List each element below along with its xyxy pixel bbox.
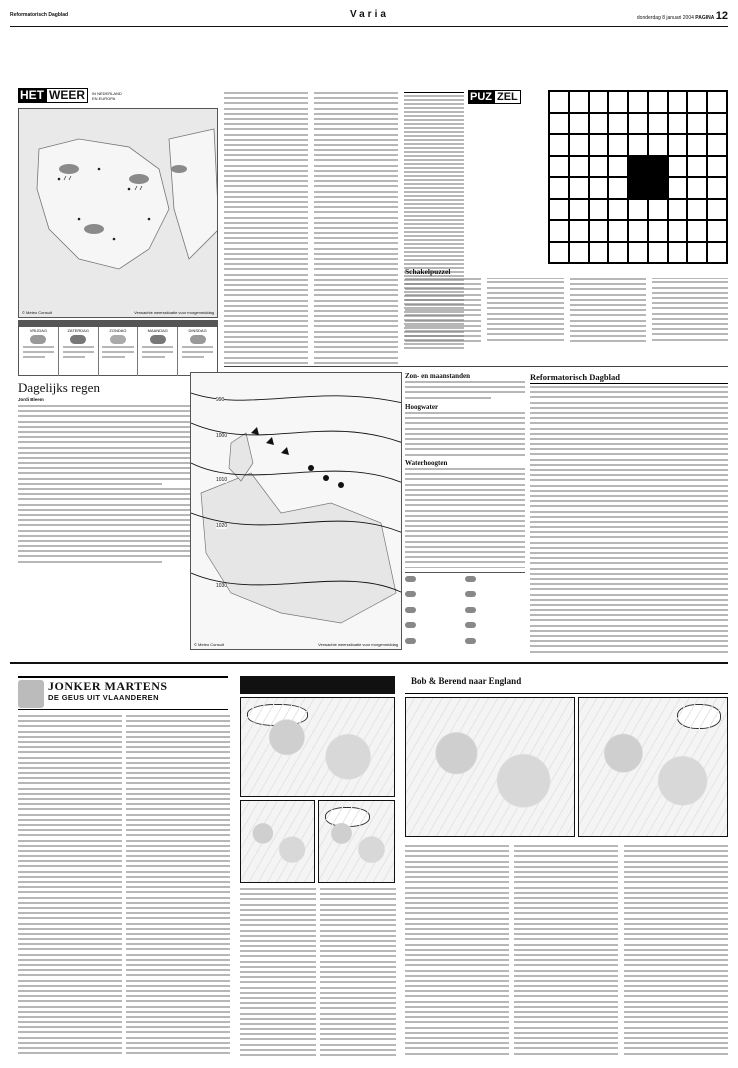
crossword-cell[interactable]: [668, 177, 688, 199]
weather-table-row: [404, 195, 464, 197]
isobar-label: 1020: [216, 523, 228, 529]
crossword-cell[interactable]: [608, 113, 628, 135]
rain-cloud-icon: [70, 335, 86, 344]
pressure-map: [190, 372, 402, 650]
nacht-panel-1: [240, 697, 395, 797]
weather-table-row: [404, 235, 464, 237]
sleet-icon: [405, 638, 416, 644]
crossword-cell[interactable]: [707, 156, 727, 178]
bob-body-col-1: [405, 845, 509, 1055]
weather-logo: [18, 87, 170, 104]
weather-table-row: [404, 123, 464, 125]
weather-legend: [405, 572, 525, 652]
crossword-cell[interactable]: [707, 220, 727, 242]
crossword-cell[interactable]: [569, 156, 589, 178]
tides-body: [405, 412, 525, 456]
weather-table-row: [404, 231, 464, 233]
colophon: [530, 372, 728, 654]
weather-table-row: [404, 179, 464, 181]
weather-table-row: [404, 239, 464, 241]
forecast-day-label: MAANDAG: [147, 328, 168, 333]
forecast-day: [99, 327, 139, 376]
legend-item: [405, 575, 465, 583]
forecast-day: [178, 327, 217, 376]
land-mass-east: [169, 129, 218, 259]
bob-panel-1: [405, 697, 575, 837]
crossword-cell[interactable]: [569, 91, 589, 113]
forecast-day: [138, 327, 178, 376]
crossword-grid[interactable]: [548, 90, 728, 264]
crossword-cell[interactable]: [589, 242, 609, 264]
weather-table-row: [404, 103, 464, 105]
crossword-cell[interactable]: [608, 91, 628, 113]
crossword-cell[interactable]: [648, 199, 668, 221]
crossword-cell[interactable]: [687, 113, 707, 135]
crossword-cell[interactable]: [687, 134, 707, 156]
wind-icon: [465, 607, 476, 613]
crossword-cell: [648, 156, 668, 178]
crossword-cell[interactable]: [549, 220, 569, 242]
legend-item: [405, 606, 465, 614]
weather-headline: Dagelijks regen: [18, 380, 100, 395]
weather-table-row: [404, 139, 464, 141]
cold-front: [251, 427, 289, 455]
bob-body-col-2: [514, 845, 618, 1055]
crossword-cell[interactable]: [707, 177, 727, 199]
crossword-cell: [628, 177, 648, 199]
tides-title: Hoogwater: [405, 403, 439, 411]
puzzle-logo-puz: PUZ: [470, 91, 492, 103]
weather-table-row: [404, 119, 464, 121]
legend-item: [465, 590, 525, 598]
weather-table-row: [404, 163, 464, 165]
nacht-panel-3: [318, 800, 395, 883]
crossword-cell[interactable]: [589, 134, 609, 156]
legend-item: [465, 606, 525, 614]
crossword-cell[interactable]: [589, 156, 609, 178]
crossword-cell[interactable]: [687, 220, 707, 242]
legend-item: [405, 621, 465, 629]
pressure-map-svg: [191, 373, 402, 650]
crossword-cell[interactable]: [687, 242, 707, 264]
masthead-date: donderdag 8 januari 2004 PAGINA 12: [636, 10, 728, 22]
crossword-cell[interactable]: [549, 113, 569, 135]
forecast-strip: [18, 320, 218, 376]
weather-table-row: [404, 251, 464, 253]
weather-table-row: [404, 243, 464, 245]
weather-table-row: [404, 219, 464, 221]
crossword-cell[interactable]: [589, 113, 609, 135]
weather-table-row: [404, 131, 464, 133]
warm-front: [308, 465, 344, 488]
legend-item: [465, 575, 525, 583]
crossword-cell[interactable]: [549, 199, 569, 221]
weather-table-row: [404, 343, 464, 345]
crossword-cell[interactable]: [687, 91, 707, 113]
crossword-cell[interactable]: [707, 113, 727, 135]
crossword-cell[interactable]: [628, 113, 648, 135]
jonker-portrait: [18, 680, 44, 708]
sun-icon: [405, 576, 416, 582]
colophon-title: Reformatorisch Dagblad: [530, 372, 728, 384]
masthead: [10, 10, 728, 24]
forecast-day-label: ZONDAG: [109, 328, 127, 333]
weather-table-row: [404, 159, 464, 161]
land-mass: [37, 139, 169, 269]
crossword-cell[interactable]: [668, 134, 688, 156]
weather-table-row: [404, 143, 464, 145]
pressure-map-credit: © Meteo Consult: [194, 642, 224, 647]
bob-header: [405, 676, 728, 694]
weather-table-row: [404, 155, 464, 157]
bob-panel-2: [578, 697, 728, 837]
crossword-cell[interactable]: [549, 177, 569, 199]
crossword-cell[interactable]: [687, 199, 707, 221]
weather-table-row: [404, 223, 464, 225]
crossword-cell[interactable]: [707, 91, 727, 113]
weather-table-row: [404, 151, 464, 153]
crossword-cell[interactable]: [668, 156, 688, 178]
isobar-label: 1000: [216, 433, 228, 439]
weather-table-row: [404, 207, 464, 209]
crossword-cell[interactable]: [648, 91, 668, 113]
nacht-header: [240, 676, 395, 694]
section-rule: [10, 662, 728, 664]
crossword-cell[interactable]: [589, 199, 609, 221]
crossword-cell[interactable]: [569, 242, 589, 264]
weather-map-caption: Verwachte weerssituatie voor morgenmiddag: [134, 310, 214, 315]
weather-table-row: [404, 255, 464, 257]
crossword-cell[interactable]: [668, 220, 688, 242]
masthead-section: Varia: [350, 9, 389, 20]
rivers-body: [405, 468, 525, 568]
puzzle-rule: [224, 366, 728, 367]
cloud-icon: [405, 607, 416, 613]
crossword-cell[interactable]: [707, 199, 727, 221]
jonker-body-col-1: [18, 715, 122, 1055]
crossword-cell[interactable]: [549, 156, 569, 178]
crossword-cell[interactable]: [707, 242, 727, 264]
puzzle-clues: [405, 278, 728, 342]
weather-table-row: [404, 99, 464, 101]
weather-table-row: [404, 191, 464, 193]
weather-map-svg: [19, 109, 218, 318]
cloud-icon: [30, 335, 46, 344]
jonker-subtitle: DE GEUS UIT VLAANDEREN: [48, 693, 159, 702]
weather-table-row: [404, 167, 464, 169]
crossword-cell: [628, 156, 648, 178]
nacht-body-col-2: [320, 888, 396, 1056]
crossword-cell[interactable]: [589, 91, 609, 113]
europe-outline: [201, 473, 396, 623]
crossword-cell[interactable]: [569, 134, 589, 156]
crossword-cell[interactable]: [608, 220, 628, 242]
weather-logo-subtitle: IN NEDERLAND EN EUROPA: [92, 90, 122, 101]
shower-icon: [465, 638, 476, 644]
crossword-cell[interactable]: [549, 91, 569, 113]
weather-table-row: [404, 171, 464, 173]
sun-cloud-icon: [110, 335, 126, 344]
crossword-cell[interactable]: [648, 134, 668, 156]
crossword-cell[interactable]: [687, 177, 707, 199]
crossword-cell[interactable]: [668, 199, 688, 221]
forecast-day: [19, 327, 59, 376]
weather-table-row: [404, 147, 464, 149]
crossword-cell[interactable]: [687, 156, 707, 178]
nacht-panel-2: [240, 800, 315, 883]
crossword-cell[interactable]: [569, 199, 589, 221]
weather-table-row: [404, 247, 464, 249]
weather-logo-weer: WEER: [46, 88, 88, 103]
forecast-days: [19, 327, 217, 376]
crossword-cell[interactable]: [569, 113, 589, 135]
crossword-cell[interactable]: [668, 242, 688, 264]
forecast-day-label: DINSDAG: [188, 328, 207, 333]
weather-map: [18, 108, 218, 318]
cloud-icon: [190, 335, 206, 344]
weather-table-row: [404, 175, 464, 177]
jonker-header: [18, 676, 228, 710]
crossword-cell[interactable]: [549, 242, 569, 264]
weather-logo-het: HET: [20, 88, 44, 102]
crossword-cell[interactable]: [628, 91, 648, 113]
legend-item: [405, 590, 465, 598]
sun-moon-body: [405, 381, 525, 401]
crossword-cell[interactable]: [549, 134, 569, 156]
crossword-cell[interactable]: [589, 177, 609, 199]
crossword-cell[interactable]: [608, 177, 628, 199]
weather-table-row: [404, 111, 464, 113]
forecast-day-label: ZATERDAG: [67, 328, 89, 333]
crossword-cell[interactable]: [628, 199, 648, 221]
forecast-day-label: VRIJDAG: [29, 328, 48, 333]
nacht-body-col-1: [240, 888, 316, 1056]
legend-item: [465, 637, 525, 645]
weather-byline: Jordi Bleem: [18, 397, 44, 402]
weather-table-row: [404, 215, 464, 217]
crossword-cell[interactable]: [668, 113, 688, 135]
hail-icon: [465, 622, 476, 628]
weather-table-row: [404, 199, 464, 201]
legend-item: [405, 637, 465, 645]
weather-table-row: [404, 203, 464, 205]
crossword-cell[interactable]: [628, 220, 648, 242]
masthead-paper-name: Reformatorisch Dagblad: [10, 12, 69, 18]
weather-table-row: [404, 259, 464, 261]
jonker-body-col-2: [126, 715, 230, 1055]
europe-overview-col-1: [224, 92, 308, 366]
crossword-cell[interactable]: [628, 134, 648, 156]
crossword-cell[interactable]: [648, 220, 668, 242]
crossword-cell[interactable]: [608, 199, 628, 221]
rivers-title: Waterhoogten: [405, 459, 448, 467]
crossword-cell: [648, 177, 668, 199]
crossword-cell[interactable]: [589, 220, 609, 242]
crossword-cell[interactable]: [707, 134, 727, 156]
puzzle-logo-zel: ZEL: [494, 90, 521, 104]
masthead-rule: [10, 26, 728, 27]
weather-table-row: [404, 263, 464, 265]
crossword-cell[interactable]: [569, 220, 589, 242]
crossword-cell[interactable]: [648, 113, 668, 135]
bob-title: Bob & Berend naar England: [411, 676, 522, 686]
bob-body-col-3: [624, 845, 728, 1055]
isobar-label: 1030: [216, 583, 228, 589]
legend-item: [465, 621, 525, 629]
weather-table-row: [404, 211, 464, 213]
crossword-cell[interactable]: [608, 242, 628, 264]
jonker-title: JONKER MARTENS: [48, 679, 168, 693]
sun-moon-title: Zon- en maanstanden: [405, 372, 470, 380]
puzzle-title: Schakelpuzzel: [405, 267, 451, 276]
weather-table-row: [404, 127, 464, 129]
weather-table-row: [404, 187, 464, 189]
snow-icon: [465, 591, 476, 597]
crossword-cell[interactable]: [668, 91, 688, 113]
europe-overview-col-2: [314, 92, 398, 366]
isobar-label: 1010: [216, 477, 228, 483]
crossword-cell[interactable]: [608, 134, 628, 156]
rain-cloud-icon: [150, 335, 166, 344]
crossword-cell[interactable]: [648, 242, 668, 264]
crossword-cell[interactable]: [569, 177, 589, 199]
weather-table-row: [404, 135, 464, 137]
weather-table-row: [404, 107, 464, 109]
thunder-icon: [405, 622, 416, 628]
weather-table-row: [404, 115, 464, 117]
weather-map-credit: © Meteo Consult: [22, 310, 52, 315]
weather-table-title: [404, 92, 464, 93]
crossword-cell[interactable]: [608, 156, 628, 178]
weather-table-row: [404, 183, 464, 185]
rain-icon: [405, 591, 416, 597]
puzzle-logo: [468, 90, 521, 104]
weather-table-row: [404, 347, 464, 349]
forecast-day: [59, 327, 99, 376]
isobar-label: 990: [216, 397, 225, 403]
weather-article-body: [18, 405, 218, 583]
pressure-map-caption: Verwachte weerssituatie voor morgenmiddag: [318, 642, 398, 647]
weather-table-row: [404, 95, 464, 97]
weather-table-row: [404, 227, 464, 229]
mist-icon: [465, 576, 476, 582]
crossword-cell[interactable]: [628, 242, 648, 264]
